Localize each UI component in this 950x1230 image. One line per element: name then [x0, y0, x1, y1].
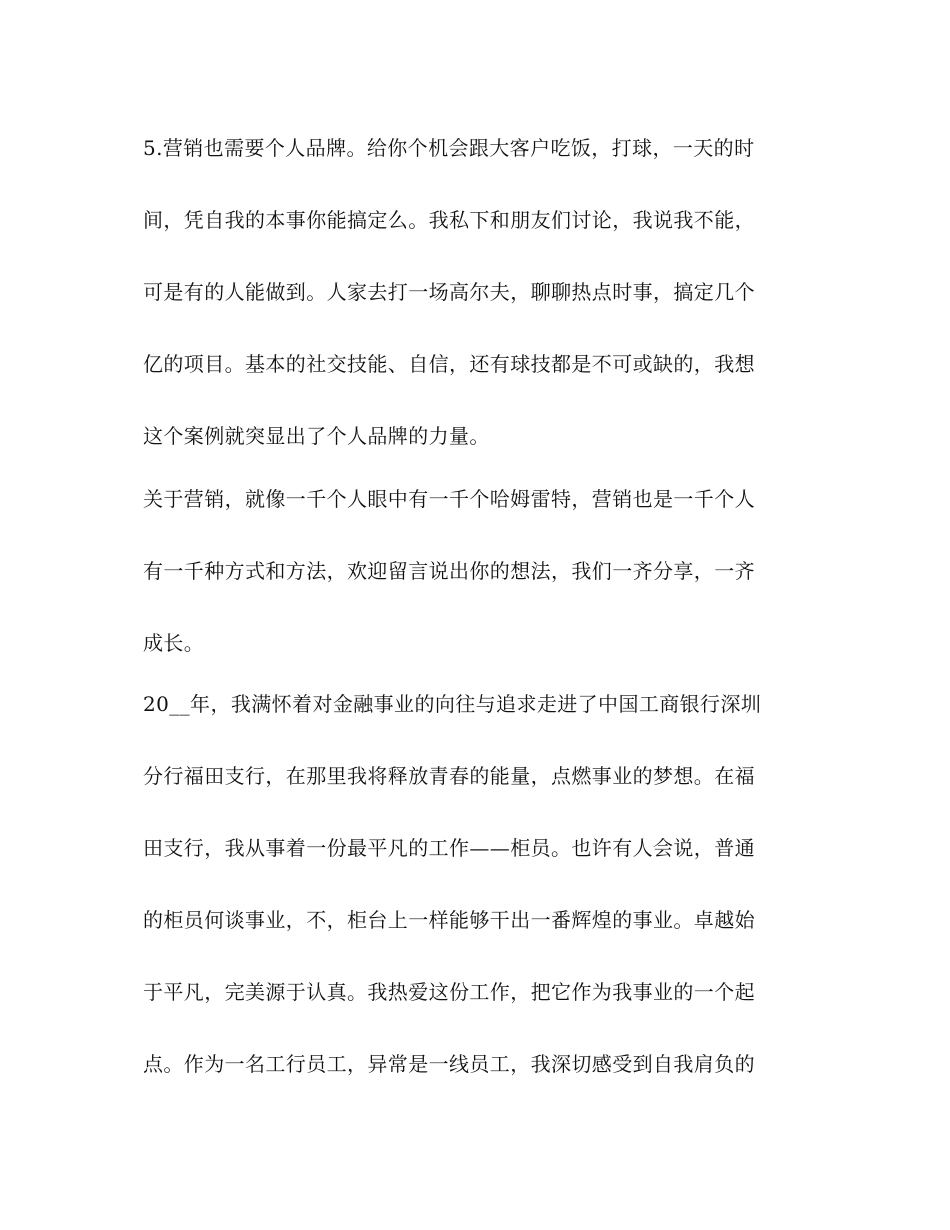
paragraph-2-line-2: 有一千种方式和方法，欢迎留言说出你的想法，我们一齐分享，一齐 — [143, 559, 755, 583]
paragraph-3-line-1: 20__年，我满怀着对金融事业的向往与追求走进了中国工商银行深圳 — [143, 692, 762, 716]
paragraph-1-line-5: 这个案例就突显出了个人品牌的力量。 — [143, 424, 490, 448]
paragraph-3-line-3: 田支行，我从事着一份最平凡的工作——柜员。也许有人会说，普通 — [143, 836, 755, 860]
paragraph-2-line-1: 关于营销，就像一千个人眼中有一千个哈姆雷特，营销也是一千个人 — [143, 487, 755, 511]
paragraph-3-line-2: 分行福田支行，在那里我将释放青春的能量，点燃事业的梦想。在福 — [143, 764, 755, 788]
paragraph-2-line-3: 成长。 — [143, 631, 205, 655]
paragraph-1-line-1: 5.营销也需要个人品牌。给你个机会跟大客户吃饭，打球，一天的时 — [143, 136, 755, 160]
paragraph-1-line-4: 亿的项目。基本的社交技能、自信，还有球技都是不可或缺的，我想 — [143, 352, 755, 376]
paragraph-1-line-3: 可是有的人能做到。人家去打一场高尔夫，聊聊热点时事，搞定几个 — [143, 280, 755, 304]
paragraph-1-line-2: 间，凭自我的本事你能搞定么。我私下和朋友们讨论，我说我不能， — [143, 208, 755, 232]
paragraph-3-line-6: 点。作为一名工行员工，异常是一线员工，我深切感受到自我肩负的 — [143, 1052, 755, 1076]
paragraph-3-line-5: 于平凡，完美源于认真。我热爱这份工作，把它作为我事业的一个起 — [143, 980, 755, 1004]
paragraph-3-line-4: 的柜员何谈事业，不，柜台上一样能够干出一番辉煌的事业。卓越始 — [143, 908, 755, 932]
